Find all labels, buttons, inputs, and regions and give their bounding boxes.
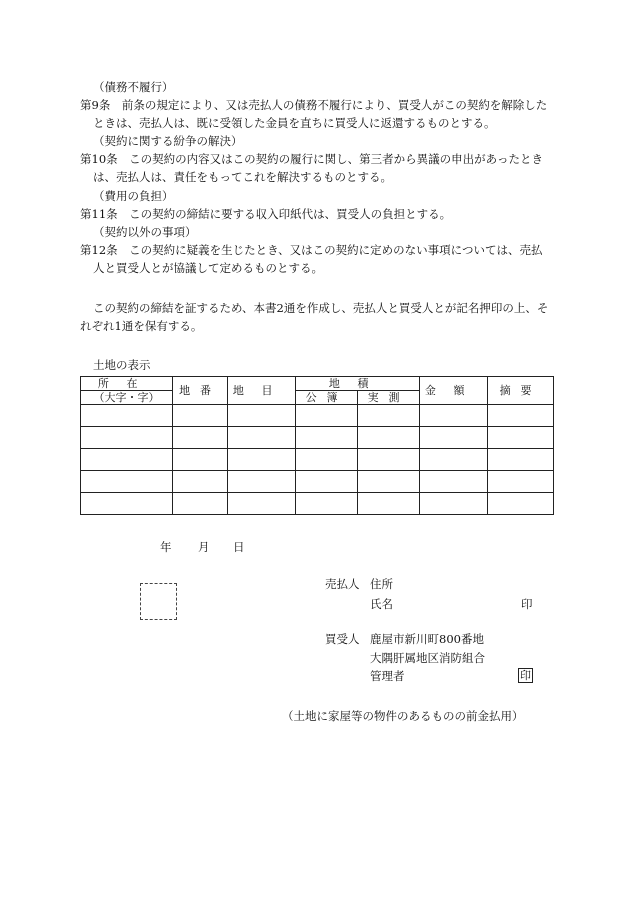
land-table [80, 376, 621, 515]
buyer-role: 買受人 [325, 632, 360, 646]
table-row [81, 493, 621, 515]
table-row [81, 449, 621, 471]
buyer-seal: 印 [520, 669, 531, 682]
table-row [81, 427, 621, 449]
article-10-line-1: 第10条 この契約の内容又はこの契約の履行に関し、第三者から異議の申出があったとき [80, 152, 544, 166]
header-lot: 地番 [173, 377, 228, 405]
footnote: （土地に家屋等の物件のあるものの前金払用） [282, 709, 524, 723]
buyer-address: 鹿屋市新川町800番地 [370, 632, 484, 646]
date-year: 年 [160, 540, 172, 554]
article-10-line-2: は、売払人は、責任をもってこれを解決するものとする。 [93, 170, 392, 184]
seller-address-label: 住所 [370, 577, 393, 591]
article-12-heading: （契約以外の事項） [93, 225, 197, 239]
header-amount: 金額 [420, 377, 488, 405]
closing-line-2: れぞれ1通を保有する。 [80, 319, 203, 333]
closing-line-1: この契約の締結を証するため、本書2通を作成し、売払人と買受人とが記名押印の上、そ [93, 301, 549, 315]
date-day: 日 [233, 540, 245, 554]
land-caption: 土地の表示 [93, 358, 151, 372]
table-row [81, 405, 621, 427]
header-area-public: 公簿 [296, 391, 358, 405]
header-location: 所在 [81, 377, 173, 391]
buyer-manager-label: 管理者 [370, 669, 405, 683]
article-12-line-1: 第12条 この契約に疑義を生じたとき、又はこの契約に定めのない事項については、売払 [80, 243, 543, 257]
seller-name-label: 氏名 [370, 597, 393, 611]
header-remarks: 摘要 [488, 377, 554, 405]
header-area: 地積 [296, 377, 420, 391]
article-11-line-1: 第11条 この契約の締結に要する収入印紙代は、買受人の負担とする。 [80, 207, 452, 221]
stamp-placeholder [140, 583, 177, 620]
article-9-heading: （債務不履行） [93, 80, 174, 94]
article-9-line-2: ときは、売払人は、既に受領した金員を直ちに買受人に返還するものとする。 [93, 116, 496, 130]
article-10-heading: （契約に関する紛争の解決） [93, 134, 243, 148]
header-location-sub: （大字・字） [81, 391, 173, 405]
table-row [81, 471, 621, 493]
article-12-line-2: 人と買受人とが協議して定めるものとする。 [93, 261, 323, 275]
seller-role: 売払人 [325, 577, 360, 591]
buyer-organization: 大隅肝属地区消防組合 [370, 651, 485, 665]
date-month: 月 [198, 540, 210, 554]
header-area-actual: 実測 [358, 391, 420, 405]
article-9-line-1: 第9条 前条の規定により、又は売払人の債務不履行により、買受人がこの契約を解除した [80, 98, 548, 112]
article-11-heading: （費用の負担） [93, 189, 174, 203]
header-category: 地目 [228, 377, 296, 405]
seller-seal: 印 [521, 597, 533, 611]
